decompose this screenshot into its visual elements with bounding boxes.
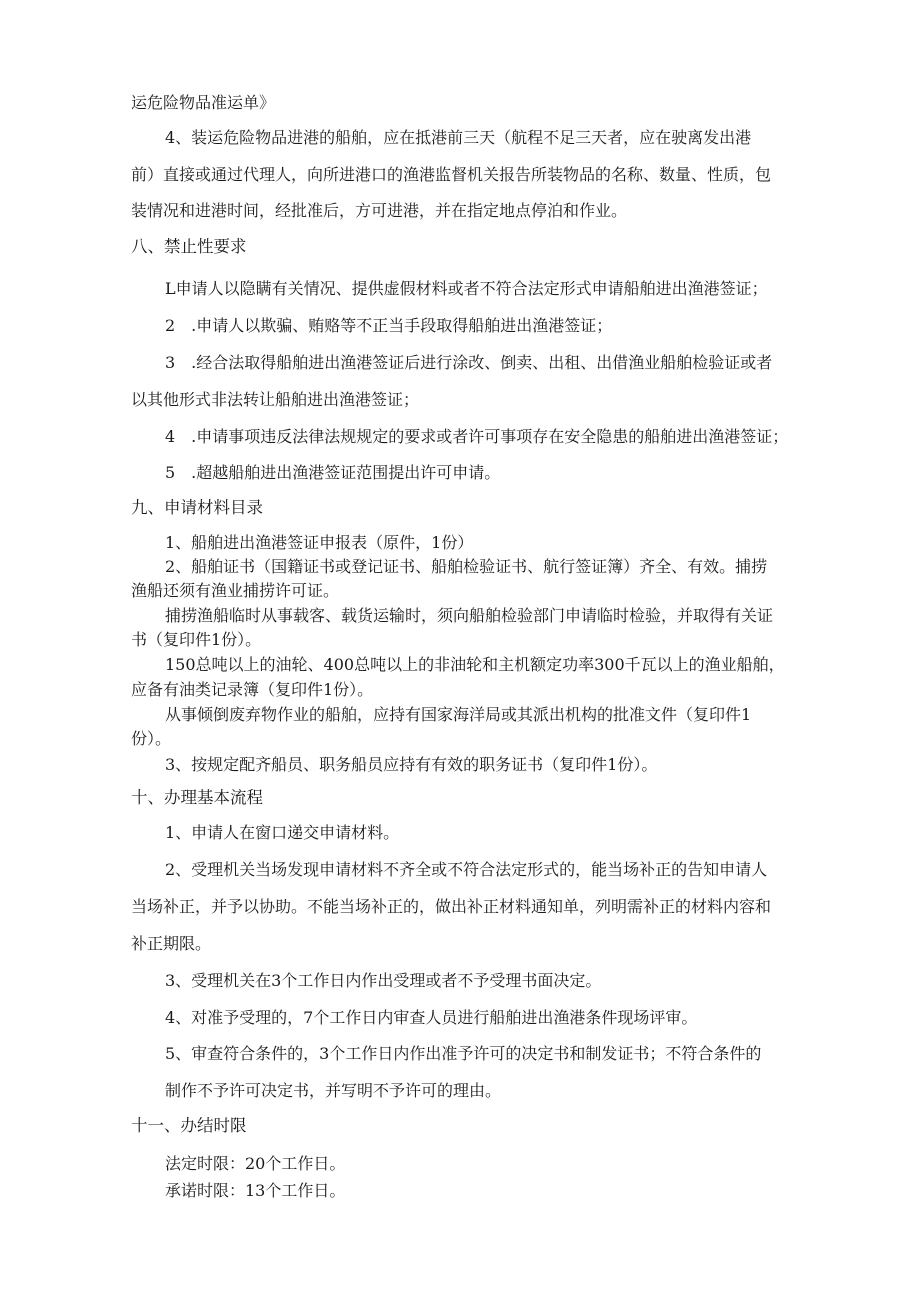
text-line: 2 .申请人以欺骗、贿赂等不正当手段取得船舶进出渔港签证； [165, 316, 613, 335]
section-heading-11: 十一、办结时限 [131, 1116, 247, 1135]
text-line: 4 .申请事项违反法律法规规定的要求或者许可事项存在安全隐患的船舶进出渔港签证； [165, 427, 789, 446]
text-line: 5、审查符合条件的，3个工作日内作出准予许可的决定书和制发证书；不符合条件的 [165, 1044, 762, 1063]
text-line: 3、受理机关在3个工作日内作出受理或者不予受理书面决定。 [165, 971, 602, 990]
text-line: 2、船舶证书（国籍证书或登记证书、船舶检验证书、航行签证簿）齐全、有效。捕捞 [165, 557, 768, 576]
text-line: 运危险物品准运单》 [131, 93, 276, 112]
text-line: L申请人以隐瞒有关情况、提供虚假材料或者不符合法定形式申请船舶进出渔港签证； [165, 279, 768, 298]
text-line: 从事倾倒废弃物作业的船舶，应持有国家海洋局或其派出机构的批准文件（复印件1 [165, 705, 752, 724]
text-line: 1、船舶进出渔港签证申报表（原件，1份） [165, 533, 474, 552]
text-line: 捕捞渔船临时从事载客、载货运输时，须向船舶检验部门申请临时检验，并取得有关证 [165, 606, 774, 625]
text-line: 法定时限：20个工作日。 [165, 1154, 346, 1173]
text-line: 书（复印件1份）。 [131, 630, 262, 649]
text-line: 渔船还须有渔业捕捞许可证。 [131, 581, 340, 600]
text-line: 以其他形式非法转让船舶进出渔港签证； [131, 390, 420, 409]
text-line: 份）。 [131, 729, 172, 748]
section-heading-8: 八、禁止性要求 [131, 237, 247, 256]
text-line: 装情况和进港时间，经批准后，方可进港，并在指定地点停泊和作业。 [131, 201, 628, 220]
text-line: 4、装运危险物品进港的船舶，应在抵港前三天（航程不足三天者，应在驶离发出港 [165, 128, 752, 147]
text-line: 承诺时限：13个工作日。 [165, 1181, 346, 1200]
text-line: 1、申请人在窗口递交申请材料。 [165, 823, 400, 842]
text-line: 3、按规定配齐船员、职务船员应持有有效的职务证书（复印件1份）。 [165, 755, 658, 774]
text-line: 应备有油类记录簿（复印件1份）。 [131, 680, 374, 699]
text-line: 前）直接或通过代理人，向所进港口的渔港监督机关报告所装物品的名称、数量、性质，包 [131, 165, 772, 184]
section-heading-10: 十、办理基本流程 [131, 788, 263, 807]
text-line: 补正期限。 [131, 934, 212, 953]
text-line: 150总吨以上的油轮、400总吨以上的非油轮和主机额定功率300千瓦以上的渔业船舶， [165, 655, 785, 674]
text-line: 2、受理机关当场发现申请材料不齐全或不符合法定形式的，能当场补正的告知申请人 [165, 860, 768, 879]
text-line: 5 .超越船舶进出渔港签证范围提出许可申请。 [165, 463, 501, 482]
text-line: 当场补正，并予以协助。不能当场补正的，做出补正材料通知单，列明需补正的材料内容和 [131, 897, 772, 916]
section-heading-9: 九、申请材料目录 [131, 498, 263, 517]
text-line: 4、对准予受理的，7个工作日内审查人员进行船舶进出渔港条件现场评审。 [165, 1008, 698, 1027]
text-line: 制作不予许可决定书，并写明不予许可的理由。 [165, 1081, 502, 1100]
text-line: 3 .经合法取得船舶进出渔港签证后进行涂改、倒卖、出租、出借渔业船舶检验证或者 [165, 353, 773, 372]
